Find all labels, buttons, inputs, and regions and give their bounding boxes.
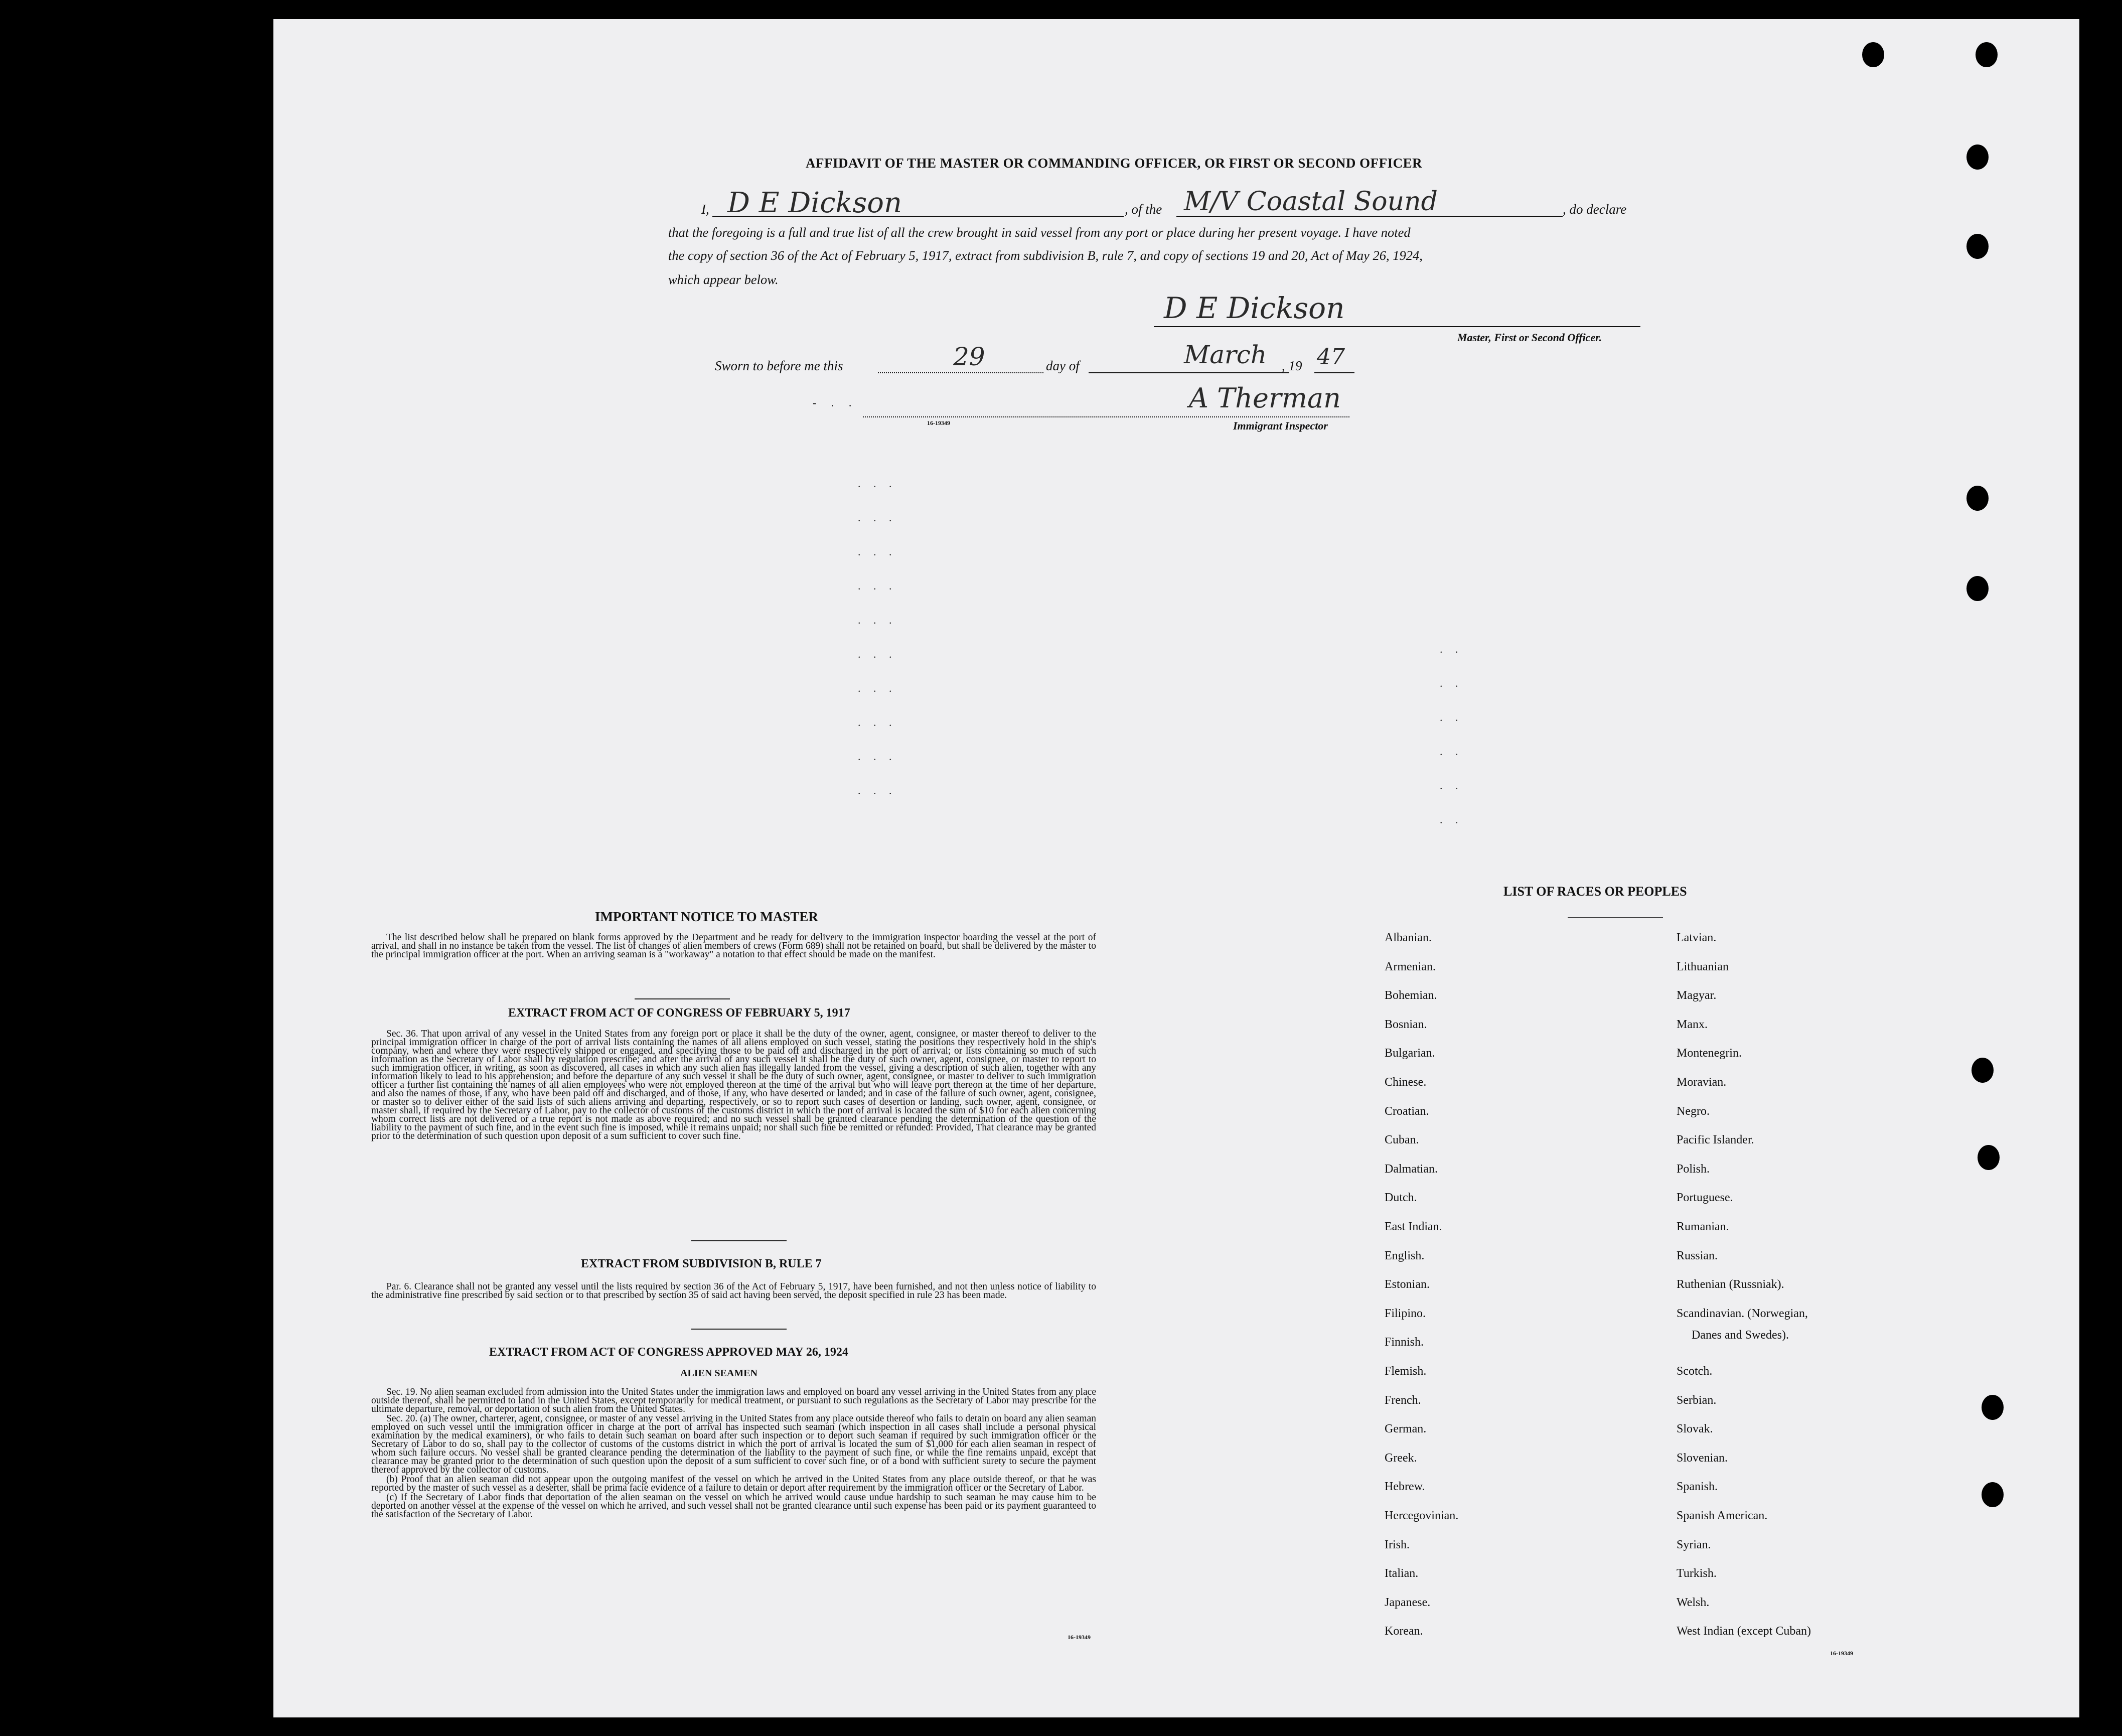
race-item: Japanese. bbox=[1385, 1596, 1431, 1609]
affidavit-title: AFFIDAVIT OF THE MASTER OR COMMANDING OFFICER, OR FIRST OR SECOND OFFICER bbox=[806, 156, 1423, 171]
race-item: Syrian. bbox=[1677, 1538, 1711, 1551]
race-item: Armenian. bbox=[1385, 960, 1436, 973]
notice-text: The list described below shall be prepared on blank forms approved by the Department and be ready for delivery to the immigration inspector boarding the vessel at the port of arrival, and shall in no instance be taken from the vessel. The list of changes of alien members of crews (Form 689) shall not be retained on board, but shall be delivered by the master to the principal immigration officer at the port. When an arriving seaman is a "workaway" a notation to that effect should be made on the manifest. bbox=[371, 932, 1096, 960]
do-declare-label: , do declare bbox=[1563, 202, 1627, 217]
form-number: 16-19349 bbox=[927, 419, 950, 426]
master-caption: Master, First or Second Officer. bbox=[1457, 331, 1602, 344]
race-item: Latvian. bbox=[1677, 931, 1717, 944]
race-item: Estonian. bbox=[1385, 1278, 1430, 1291]
race-item: Portuguese. bbox=[1677, 1191, 1733, 1204]
race-item: Turkish. bbox=[1677, 1567, 1717, 1580]
races-rule bbox=[1568, 917, 1663, 918]
master-signature-line bbox=[1154, 326, 1640, 327]
race-item: Filipino. bbox=[1385, 1307, 1426, 1320]
race-item: Welsh. bbox=[1677, 1596, 1710, 1609]
punch-hole bbox=[1982, 1395, 2004, 1420]
race-item: Montenegrin. bbox=[1677, 1047, 1742, 1060]
punch-hole bbox=[1976, 42, 1998, 67]
punch-hole bbox=[1966, 234, 1989, 259]
separator-dots: - . . bbox=[813, 396, 858, 409]
race-item: Slovak. bbox=[1677, 1422, 1713, 1435]
race-item: Negro. bbox=[1677, 1105, 1710, 1118]
punch-hole bbox=[1982, 1482, 2004, 1507]
act1924-sec20b: (b) Proof that an alien seaman did not appear upon the outgoing manifest of the vessel on which he arrived in the United States from any place outside thereof, or that he was reported by the master of such vessel as a deserter, shall be prima facie evidence of a failure to detain or deport after requirement by the immigration officer or the Secretary of Labor. bbox=[371, 1474, 1096, 1493]
sworn-day: 29 bbox=[953, 342, 985, 371]
race-item: Lithuanian bbox=[1677, 960, 1729, 973]
fold-dots: . . . . . . . . . . . . . . . . . . . . . . . . . . . . . . bbox=[858, 477, 897, 797]
punch-hole bbox=[1862, 42, 1884, 67]
sworn-year: 47 bbox=[1317, 344, 1345, 370]
act1917-heading: EXTRACT FROM ACT OF CONGRESS OF FEBRUARY 5, 1917 bbox=[508, 1006, 850, 1020]
race-item: Serbian. bbox=[1677, 1394, 1717, 1407]
affidavit-line-2: that the foregoing is a full and true list of all the crew brought in said vessel from any port or place during her present voyage. I have noted bbox=[668, 225, 1411, 240]
act1924-text bbox=[371, 1388, 1096, 1520]
affidavit-line-3: the copy of section 36 of the Act of February 5, 1917, extract from subdivision B, rule 7, and copy of sections 19 and 20, Act of May 26, 1924, bbox=[668, 248, 1423, 263]
race-item: German. bbox=[1385, 1422, 1427, 1435]
race-item: Bosnian. bbox=[1385, 1018, 1427, 1031]
race-item: Pacific Islander. bbox=[1677, 1133, 1754, 1146]
sworn-month: March bbox=[1184, 340, 1267, 369]
section-rule bbox=[691, 1240, 787, 1241]
race-item: Rumanian. bbox=[1677, 1220, 1729, 1233]
race-item: Finnish. bbox=[1385, 1336, 1424, 1349]
race-item: East Indian. bbox=[1385, 1220, 1442, 1233]
race-item: Slovenian. bbox=[1677, 1452, 1728, 1465]
race-item: Spanish. bbox=[1677, 1480, 1718, 1493]
act1924-subheading: ALIEN SEAMEN bbox=[680, 1368, 757, 1379]
sworn-month-line bbox=[1089, 372, 1289, 373]
race-item: Flemish. bbox=[1385, 1365, 1427, 1378]
section-rule bbox=[691, 1329, 787, 1330]
sworn-year-line bbox=[1314, 372, 1354, 373]
race-item: Hebrew. bbox=[1385, 1480, 1425, 1493]
affidavit-line-4: which appear below. bbox=[668, 272, 779, 287]
race-item: Moravian. bbox=[1677, 1076, 1727, 1089]
race-item: Irish. bbox=[1385, 1538, 1410, 1551]
punch-hole bbox=[1978, 1145, 2000, 1170]
sworn-label: Sworn to before me this bbox=[715, 358, 843, 373]
master-signature: D E Dickson bbox=[1164, 291, 1345, 325]
race-item: West Indian (except Cuban) bbox=[1677, 1625, 1811, 1638]
race-item: Italian. bbox=[1385, 1567, 1419, 1580]
rule7-heading: EXTRACT FROM SUBDIVISION B, RULE 7 bbox=[581, 1257, 822, 1270]
punch-hole bbox=[1966, 144, 1989, 170]
sworn-day-line bbox=[878, 372, 1043, 373]
race-item: English. bbox=[1385, 1249, 1425, 1262]
race-item: Croatian. bbox=[1385, 1105, 1429, 1118]
race-item: Scotch. bbox=[1677, 1365, 1713, 1378]
act1924-form-number: 16-19349 bbox=[1068, 1634, 1091, 1641]
race-item: Magyar. bbox=[1677, 989, 1717, 1002]
notice-heading: IMPORTANT NOTICE TO MASTER bbox=[595, 909, 818, 924]
race-item: Dutch. bbox=[1385, 1191, 1417, 1204]
vessel-signature: M/V Coastal Sound bbox=[1184, 187, 1438, 217]
race-item: Hercegovinian. bbox=[1385, 1509, 1459, 1522]
races-form-number: 16-19349 bbox=[1830, 1650, 1853, 1657]
race-item: French. bbox=[1385, 1394, 1421, 1407]
inspector-signature-line bbox=[863, 416, 1349, 417]
act1924-sec19: Sec. 19. No alien seaman excluded from admission into the United States under the immigration laws and employed on board any vessel arriving in the United States from any place outside thereof, shall be permitted to land in the United States, except temporarily for medical treatment, or pursuant to such regulations as the Secretary of Labor may prescribe for the ultimate departure, removal, or deportation of such alien from the United States. bbox=[371, 1387, 1096, 1414]
races-scandinavian-cont: Danes and Swedes). bbox=[1692, 1329, 1789, 1342]
race-item: Polish. bbox=[1677, 1163, 1710, 1176]
act1924-sec20c: (c) If the Secretary of Labor finds that deportation of the alien seaman on the vessel on which he arrived would cause undue hardship to such seaman he may cause him to be deported on another vessel at the expense of the vessel on which he arrived, and such vessel shall not be granted clearance until such expense has been paid or its payment guaranteed to the satisfaction of the Secretary of Labor. bbox=[371, 1492, 1096, 1520]
race-item: Russian. bbox=[1677, 1249, 1718, 1262]
race-item: Korean. bbox=[1385, 1625, 1423, 1638]
punch-hole bbox=[1966, 486, 1989, 511]
inspector-signature: A Therman bbox=[1189, 382, 1341, 414]
act1917-text: Sec. 36. That upon arrival of any vessel in the United States from any foreign port or place it shall be the duty of the owner, agent, consignee, or master thereof to deliver to the principal immigration officer in charge of the port of arrival lists containing the names of all aliens employed on such vessel, stating the positions they respectively hold in the ship's company, when and where they were respectively shipped or engaged, and specifying those to be paid off and discharged in the port of arrival; or lists containing so much of such information as the Secretary of Labor shall by regulation prescribe; and after the arrival of any such vessel it shall be the duty of such owner, agent, consignee, or master to report to such immigration officer, in writing, as soon as discovered, all cases in which any such alien has illegally landed from the vessel, giving a description of such alien, together with any information likely to lead to his apprehension; and before the departure of any such vessel it shall be the duty of such owner, agent, consignee, or master to deliver to such immigration officer a further list containing the names of all alien employees who were not employed thereon at the time of the arrival but who will leave port thereon at the time of her departure, and also the names of those, if any, who have been paid off and discharged, and of those, if any, who have deserted or landed; and in case of the failure of such owner, agent, consignee, or master so to deliver either of the said lists of such aliens arriving and departing, respectively, or so to report such cases of desertion or landing, such owner, agent, consignee, or master shall, if required by the Secretary of Labor, pay to the collector of customs of the customs district in which the port of arrival is located the sum of $10 for each alien concerning whom correct lists are not delivered or a true report is not made as above required; and no such vessel shall be granted clearance pending the determination of the question of the liability to the payment of such fine, and in the event such fine is imposed, while it remains unpaid; nor shall such fine be remitted or refunded: Provided, That clearance may be granted prior to the determination of such question upon deposit of a sum sufficient to cover such fine. bbox=[371, 1029, 1096, 1141]
race-item: Albanian. bbox=[1385, 931, 1432, 944]
punch-hole bbox=[1972, 1058, 1994, 1083]
race-item: Greek. bbox=[1385, 1452, 1417, 1465]
i-label: I, bbox=[701, 202, 709, 217]
race-item: Cuban. bbox=[1385, 1133, 1419, 1146]
race-item: Bohemian. bbox=[1385, 989, 1437, 1002]
race-item: Scandinavian. (Norwegian, bbox=[1677, 1307, 1808, 1320]
race-item: Dalmatian. bbox=[1385, 1163, 1438, 1176]
fold-dots: . . . . . . . . . . . . bbox=[1440, 643, 1463, 826]
day-of-label: day of bbox=[1046, 358, 1080, 373]
of-the-label: , of the bbox=[1125, 202, 1162, 217]
race-item: Chinese. bbox=[1385, 1076, 1427, 1089]
rule7-text: Par. 6. Clearance shall not be granted any vessel until the lists required by section 36 of the Act of February 5, 1917, have been furnished, and not then unless notice of liability to the administrative fine prescribed by said section or to that prescribed by section 35 of said act having been served, the deposit specified in rule 23 has been made. bbox=[371, 1281, 1096, 1300]
act1924-sec20a: Sec. 20. (a) The owner, charterer, agent, consignee, or master of any vessel arriving in the United States from any place outside thereof who fails to detain on board any alien seaman employed on such vessel until the immigration officer in charge at the port of arrival has inspected such seaman (which inspection in all cases shall include a personal physical examination by the medical examiners), or who fails to detain such seaman on board after such inspection or to deport such seaman if required by such immigration officer or the Secretary of Labor to do so, shall pay to the collector of customs of the customs district in which the port of arrival is located the sum of $1,000 for each alien seaman in respect of whom such failure occurs. No vessel shall be granted clearance pending the determination of the liability to the payment of such fine, or while the fine remains unpaid, except that clearance may be granted prior to the determination of such question upon the deposit of a sum sufficient to cover such fine, or of a bond with sufficient surety to secure the payment thereof approved by the collector of customs. bbox=[371, 1413, 1096, 1475]
inspector-caption: Immigrant Inspector bbox=[1233, 419, 1328, 432]
races-heading: LIST OF RACES OR PEOPLES bbox=[1503, 884, 1687, 899]
race-item: Manx. bbox=[1677, 1018, 1708, 1031]
act1924-heading: EXTRACT FROM ACT OF CONGRESS APPROVED MAY 26, 1924 bbox=[489, 1346, 848, 1359]
name-signature: D E Dickson bbox=[727, 187, 902, 219]
race-item: Ruthenian (Russniak). bbox=[1677, 1278, 1784, 1291]
section-rule bbox=[635, 998, 730, 999]
year-prefix: , 19 bbox=[1282, 358, 1302, 373]
punch-hole bbox=[1966, 576, 1989, 601]
race-item: Spanish American. bbox=[1677, 1509, 1768, 1522]
race-item: Bulgarian. bbox=[1385, 1047, 1435, 1060]
